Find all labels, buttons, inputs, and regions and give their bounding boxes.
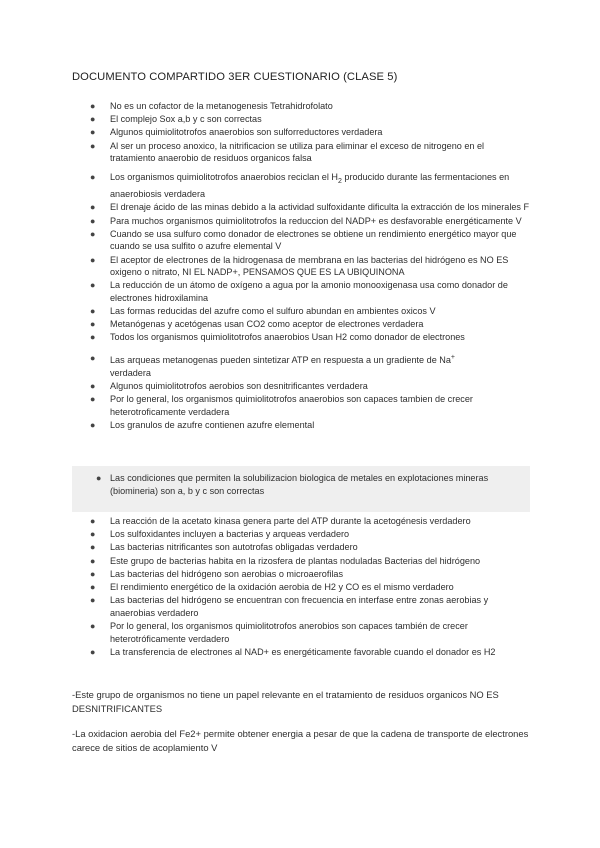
bullet-icon: ● (90, 254, 96, 265)
document-title: DOCUMENTO COMPARTIDO 3ER CUESTIONARIO (CLASE 5) (72, 71, 398, 83)
list-item: ● Las condiciones que permiten la solubilizacion biologica de metales en explotaciones mineras (biomineria) son a, b y c son correctas (96, 473, 489, 496)
list-item: ● Los granulos de azufre contienen azufre elemental (90, 419, 315, 430)
question-list-continued (0, 515, 600, 659)
bullet-icon: ● (90, 529, 96, 540)
note-paragraph: -La oxidacion aerobia del Fe2+ permite obtener energia a pesar de que la cadena de transporte de electrones carece de sitios de acoplamiento V (72, 728, 529, 753)
list-item: ● Las bacterias del hidrógeno son aerobias o microaerofilas (90, 568, 344, 579)
list-item: ● El complejo Sox a,b y c son correctas (90, 114, 262, 125)
list-item: ● Los sulfoxidantes incluyen a bacterias y arqueas verdadero (90, 529, 350, 540)
question-list (0, 100, 600, 432)
bullet-icon: ● (90, 127, 96, 138)
list-item: ● El rendimiento energético de la oxidación aerobia de H2 y CO es el mismo verdadero (90, 581, 454, 592)
bullet-icon: ● (90, 595, 96, 606)
bullet-icon: ● (90, 568, 96, 579)
bullet-icon: ● (90, 516, 96, 526)
list-item: ● Por lo general, los organismos quimiolitotrofos anerobios son capaces también de crecer heterotróficamente verdadero (90, 620, 468, 644)
bullet-icon: ● (90, 215, 96, 226)
highlighted-block (72, 466, 530, 512)
list-item: ● Para muchos organismos quimiolitotrofos la reduccion del NADP+ es desfavorable energéticamente V (90, 215, 522, 226)
bullet-icon: ● (90, 646, 96, 657)
list-item: ● Algunos quimiolitotrofos anaerobios son sulforreductores verdadera (90, 127, 383, 138)
bullet-icon: ● (90, 620, 96, 631)
list-item: ● La reducción de un átomo de oxígeno a agua por la amonio monooxigenasa usa como donador de electrones hidroxilamina (90, 280, 508, 303)
list-item: ● Las bacterias del hidrógeno se encuentran con frecuencia en interfase entre zonas aerobias y anaerobias verdadero (90, 595, 489, 618)
list-item: ● Las arqueas metanogenas pueden sintetizar ATP en respuesta a un gradiente de Na+ verdadera (90, 353, 456, 378)
bullet-icon: ● (90, 306, 96, 317)
bullet-icon: ● (96, 473, 102, 483)
bullet-icon: ● (90, 228, 96, 239)
bullet-icon: ● (90, 555, 96, 566)
bullet-icon: ● (90, 280, 96, 291)
bullet-icon: ● (90, 542, 96, 553)
bullet-icon: ● (90, 353, 96, 364)
list-item: ● Al ser un proceso anoxico, la nitrificacion se utiliza para eliminar el exceso de nitrogeno en el tratamiento anaerobio de residuos organicos falsa (90, 140, 485, 164)
bullet-icon: ● (90, 140, 96, 151)
list-item: ● Todos los organismos quimiolitotrofos anaerobios Usan H2 como donador de electrones (90, 332, 465, 343)
list-item: ● No es un cofactor de la metanogenesis Tetrahidrofolato (90, 101, 333, 111)
bullet-icon: ● (90, 171, 96, 182)
bullet-icon: ● (90, 101, 96, 111)
bullet-icon: ● (90, 332, 96, 343)
bullet-icon: ● (90, 202, 96, 213)
highlighted-list (0, 472, 600, 498)
bullet-icon: ● (90, 581, 96, 592)
list-item: ● Las bacterias nitrificantes son autotrofas obligadas verdadero (90, 542, 358, 553)
bullet-icon: ● (90, 114, 96, 125)
bullet-icon: ● (90, 380, 96, 391)
list-item: ● Algunos quimiolitotrofos aerobios son desnitrificantes verdadera (90, 380, 368, 391)
list-item: ● El drenaje ácido de las minas debido a la actividad sulfoxidante dificulta la extracción de los minerales F (90, 202, 530, 213)
list-item: ● Las formas reducidas del azufre como el sulfuro abundan en ambientes oxicos V (90, 306, 436, 317)
bullet-icon: ● (90, 419, 96, 430)
list-item: ● Por lo general, los organismos quimiolitotrofos anaerobios son capaces tambien de crecer heterotroficamente verdadera (90, 394, 473, 417)
list-item: ● La transferencia de electrones al NAD+ es energéticamente favorable cuando el donador es H2 (90, 646, 496, 657)
bullet-icon: ● (90, 319, 96, 330)
bullet-icon: ● (90, 394, 96, 405)
list-item: ● El aceptor de electrones de la hidrogenasa de membrana en las bacterias del hidrógeno es NO ES oxigeno o nitrato, NI EL NADP+, PENSAMOS QUE ES LA UBIQUINONA (90, 254, 509, 278)
list-item: ● Metanógenas y acetógenas usan CO2 como aceptor de electrones verdadera (90, 319, 424, 330)
list-item: ● La reacción de la acetato kinasa genera parte del ATP durante la acetogénesis verdadero (90, 516, 471, 526)
list-item: ● Los organismos quimiolitotrofos anaerobios reciclan el $H_2$ producido durante las fermentaciones en anaerobiosis verdadera (90, 171, 510, 200)
list-item: ● Este grupo de bacterias habita en la rizosfera de plantas noduladas Bacterias del hidrógeno (90, 555, 481, 566)
note-paragraph: -Este grupo de organismos no tiene un papel relevante en el tratamiento de residuos organicos NO ES DESNITRIFICANTES (72, 689, 499, 714)
list-item: ● Cuando se usa sulfuro como donador de electrones se obtiene un rendimiento energético mayor que cuando se usa sulfito o azufre elemental V (90, 228, 517, 252)
